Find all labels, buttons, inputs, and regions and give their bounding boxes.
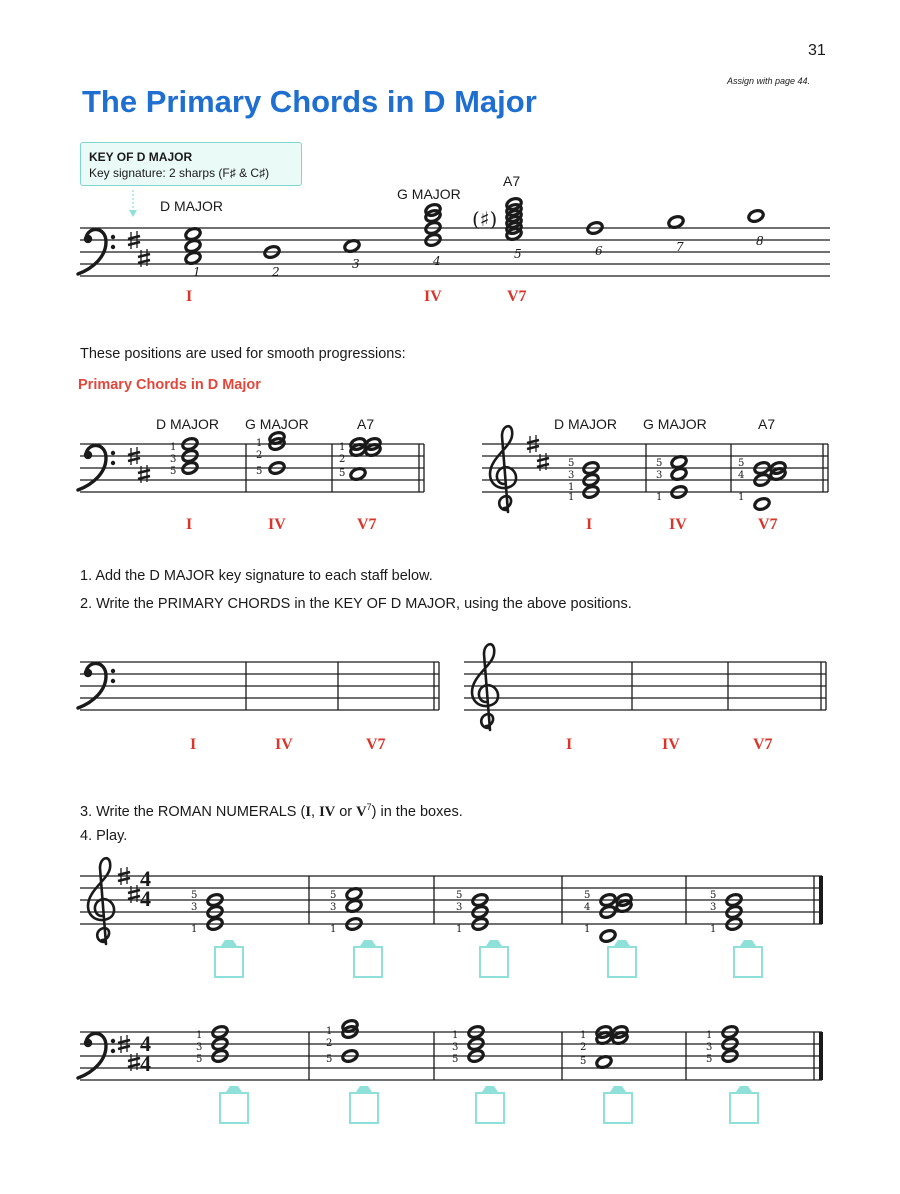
finger-number: 5 xyxy=(738,458,745,469)
pos-right-numeral-2: IV xyxy=(669,516,687,533)
treble-clef-icon xyxy=(472,644,498,730)
time-signature-bass xyxy=(140,1031,151,1076)
play-bass-chord xyxy=(595,1025,613,1070)
finger-number: 3 xyxy=(196,1042,203,1053)
pos-left-label-2: G MAJOR xyxy=(245,416,309,432)
degree-label: 5 xyxy=(514,247,522,261)
step-1: 1. Add the D MAJOR key signature to each staff below. xyxy=(80,568,433,584)
label-a7: A7 xyxy=(503,173,521,189)
fingering xyxy=(706,1030,712,1065)
exercise-bass-staff xyxy=(80,662,439,710)
fingering xyxy=(738,458,744,503)
numeral-iv: IV xyxy=(424,288,442,305)
whole-note xyxy=(595,1055,613,1070)
whole-note xyxy=(599,929,617,944)
finger-number: 3 xyxy=(568,470,575,481)
fingering xyxy=(456,890,462,935)
numeral-i: I xyxy=(186,288,193,305)
finger-number: 3 xyxy=(456,902,463,913)
fingering xyxy=(339,442,345,479)
degree-label: 8 xyxy=(756,234,764,248)
ex-right-numeral-2: IV xyxy=(662,736,680,753)
finger-number: 5 xyxy=(330,890,337,901)
note-f xyxy=(343,239,361,254)
finger-number: 5 xyxy=(326,1054,333,1065)
answer-box-icon xyxy=(354,940,382,977)
fingering xyxy=(196,1030,202,1065)
note-c xyxy=(667,215,685,230)
time-signature-treble xyxy=(140,866,151,911)
degree-label: 3 xyxy=(352,257,360,271)
finger-number: 5 xyxy=(656,458,663,469)
finger-number: 2 xyxy=(256,450,263,461)
step-3-iv: IV xyxy=(319,803,336,820)
fingering xyxy=(330,890,336,935)
whole-note xyxy=(670,455,688,470)
finger-number: 5 xyxy=(706,1054,713,1065)
finger-number: 1 xyxy=(584,924,591,935)
assign-note: Assign with page 44. xyxy=(727,76,811,86)
finger-number: 5 xyxy=(584,890,591,901)
step-3-comma: , xyxy=(311,803,320,820)
time-sig-bottom: 4 xyxy=(140,886,151,911)
finger-number: 1 xyxy=(710,924,717,935)
whole-note xyxy=(184,239,202,254)
chord-position-v7b xyxy=(364,437,382,458)
step-3-or: or xyxy=(335,803,357,820)
ex-left-numeral-3: V7 xyxy=(366,736,386,753)
fingering xyxy=(656,458,662,503)
finger-number: 1 xyxy=(568,482,575,493)
finger-number: 1 xyxy=(706,1030,713,1041)
fingering xyxy=(580,1030,586,1067)
key-box-title: KEY OF D MAJOR xyxy=(89,150,193,164)
pos-right-label-3: A7 xyxy=(758,416,776,432)
intro-text: These positions are used for smooth progressions: xyxy=(80,346,406,362)
pos-left-numeral-2: IV xyxy=(268,516,286,533)
pos-left-label-1: D MAJOR xyxy=(156,416,219,432)
answer-box-icon xyxy=(604,1086,632,1123)
finger-number: 1 xyxy=(568,492,575,503)
fingering xyxy=(326,1026,332,1065)
finger-number: 5 xyxy=(196,1054,203,1065)
answer-box-icon xyxy=(734,940,762,977)
finger-number: 2 xyxy=(326,1038,333,1049)
whole-note xyxy=(667,215,685,230)
pos-right-numeral-3: V7 xyxy=(758,516,778,533)
answer-box-icon xyxy=(480,940,508,977)
finger-number: 1 xyxy=(339,442,346,453)
chord-a7 xyxy=(505,197,523,242)
finger-number: 5 xyxy=(339,468,346,479)
finger-number: 4 xyxy=(738,470,745,481)
pos-right-label-1: D MAJOR xyxy=(554,416,617,432)
answer-box-icon xyxy=(350,1086,378,1123)
numeral-v7: V7 xyxy=(507,288,527,305)
finger-number: 5 xyxy=(580,1056,587,1067)
finger-number: 2 xyxy=(580,1042,587,1053)
whole-note xyxy=(753,497,771,512)
ex-right-numeral-3: V7 xyxy=(753,736,773,753)
finger-number: 1 xyxy=(738,492,745,503)
answer-box-icon xyxy=(215,940,243,977)
degree-label: 7 xyxy=(676,240,684,254)
finger-number: 1 xyxy=(580,1030,587,1041)
step-3-v: V xyxy=(356,803,367,820)
ex-left-numeral-1: I xyxy=(190,736,197,753)
finger-number: 1 xyxy=(196,1030,203,1041)
scale-degrees xyxy=(193,234,764,279)
finger-number: 3 xyxy=(191,902,198,913)
finger-number: 1 xyxy=(656,492,663,503)
finger-number: 5 xyxy=(170,466,177,477)
finger-number: 5 xyxy=(456,890,463,901)
finger-number: 5 xyxy=(452,1054,459,1065)
exercise-treble-staff xyxy=(464,662,826,710)
step-2: 2. Write the PRIMARY CHORDS in the KEY OF D MAJOR, using the above positions. xyxy=(80,596,632,612)
accidental-sharp: (♯) xyxy=(472,207,498,231)
finger-number: 3 xyxy=(706,1042,713,1053)
finger-number: 5 xyxy=(568,458,575,469)
answer-box-icon xyxy=(608,940,636,977)
fingering xyxy=(452,1030,458,1065)
whole-note xyxy=(184,227,202,242)
treble-clef-icon xyxy=(490,426,516,512)
answer-box-icon xyxy=(476,1086,504,1123)
finger-number: 1 xyxy=(170,442,177,453)
label-g-major: G MAJOR xyxy=(397,186,461,202)
chord-position-v7a xyxy=(349,437,367,482)
finger-number: 3 xyxy=(170,454,177,465)
whole-note xyxy=(184,251,202,266)
degree-label: 6 xyxy=(595,244,603,258)
chord-position-v7b-treble xyxy=(769,461,787,482)
fingering xyxy=(170,442,176,477)
whole-note xyxy=(670,467,688,482)
fingering xyxy=(568,458,574,503)
pos-right-label-2: G MAJOR xyxy=(643,416,707,432)
finger-number: 1 xyxy=(326,1026,333,1037)
pos-left-numeral-3: V7 xyxy=(357,516,377,533)
pos-left-numeral-1: I xyxy=(186,516,193,533)
ex-left-numeral-2: IV xyxy=(275,736,293,753)
whole-note xyxy=(747,209,765,224)
label-d-major: D MAJOR xyxy=(160,198,223,214)
degree-label: 2 xyxy=(272,265,280,279)
answer-box-icon xyxy=(730,1086,758,1123)
chord-d-major xyxy=(184,227,202,266)
key-box-subtitle: Key signature: 2 sharps (F♯ & C♯) xyxy=(89,166,270,180)
treble-clef-icon xyxy=(88,858,114,944)
step-3-text-a: 3. Write the ROMAN NUMERALS ( xyxy=(80,803,306,820)
finger-number: 4 xyxy=(584,902,591,913)
whole-note xyxy=(343,239,361,254)
whole-note xyxy=(345,899,363,914)
step-3-text-b: ) in the boxes. xyxy=(371,803,463,820)
finger-number: 1 xyxy=(191,924,198,935)
finger-number: 5 xyxy=(710,890,717,901)
page-number: 31 xyxy=(808,42,826,59)
page-title: The Primary Chords in D Major xyxy=(82,84,537,119)
finger-number: 5 xyxy=(256,466,263,477)
finger-number: 3 xyxy=(452,1042,459,1053)
degree-label: 1 xyxy=(193,265,201,279)
step-3-seven: 7 xyxy=(366,802,372,812)
time-sig-bottom-bass: 4 xyxy=(140,1051,151,1076)
whole-note xyxy=(345,887,363,902)
answer-box-icon xyxy=(220,1086,248,1123)
pos-left-label-3: A7 xyxy=(357,416,375,432)
arrow-head-icon xyxy=(129,210,137,217)
ex-right-numeral-1: I xyxy=(566,736,573,753)
step-3 xyxy=(80,802,463,821)
finger-number: 5 xyxy=(191,890,198,901)
finger-number: 1 xyxy=(456,924,463,935)
step-4: 4. Play. xyxy=(80,828,128,844)
time-sig-top-bass: 4 xyxy=(140,1031,151,1056)
degree-label: 4 xyxy=(433,254,441,268)
finger-number: 2 xyxy=(339,454,346,465)
pos-right-numeral-1: I xyxy=(586,516,593,533)
play-chord xyxy=(615,893,633,914)
time-sig-top: 4 xyxy=(140,866,151,891)
note-d xyxy=(747,209,765,224)
step-3-i: I xyxy=(305,803,311,820)
fingering xyxy=(256,438,262,477)
play-bass-chord xyxy=(611,1025,629,1046)
fingering xyxy=(191,890,197,935)
finger-number: 1 xyxy=(330,924,337,935)
finger-number: 3 xyxy=(656,470,663,481)
finger-number: 3 xyxy=(710,902,717,913)
section-heading: Primary Chords in D Major xyxy=(78,377,261,393)
finger-number: 3 xyxy=(330,902,337,913)
whole-note xyxy=(349,467,367,482)
finger-number: 1 xyxy=(452,1030,459,1041)
finger-number: 1 xyxy=(256,438,263,449)
fingering xyxy=(584,890,590,935)
fingering xyxy=(710,890,716,935)
